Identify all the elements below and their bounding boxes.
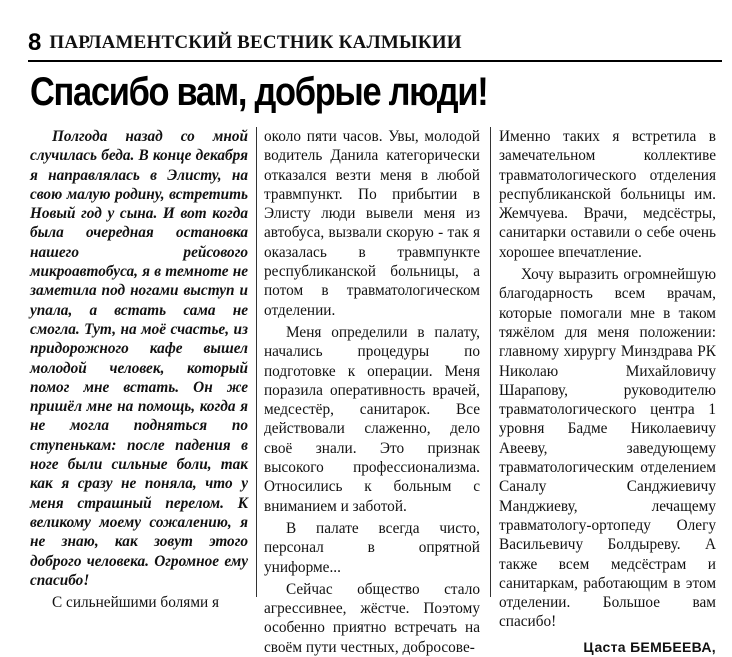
body-paragraph: Сейчас общество стало агрессивнее, жёстче. Поэтому особенно приятно встречать на своём пути честных, добросове-: [264, 580, 480, 656]
body-paragraph: около пяти часов. Увы, молодой водитель Данила категорически отказался везти меня в любой травмпункт. По прибытии в Элисту люди вывели меня из автобуса, вызвали скорую - так я оказалась в травмпункте республиканской больницы, а потом в травматологическом отделении.: [264, 128, 480, 319]
article-title: Спасибо вам, добрые люди!: [30, 70, 488, 114]
article-column-2: [264, 127, 480, 656]
body-paragraph: Именно таких я встретила в замечательном коллективе травматологического отделения республиканской больницы им. Жемчуева. Врачи, медсёстры, санитарки оставили о себе очень хорошее впечатление.: [499, 128, 716, 261]
body-paragraph: Меня определили в палату, начались процедуры по подготовке к операции. Меня поразила оперативность врачей, медсестёр, санитарок. Все действовали слаженно, дело своё знали. Это признак высокого профессионализма. Относились к больным с вниманием и заботой.: [264, 323, 480, 515]
column-divider: [256, 127, 257, 597]
article-column-3: [499, 127, 716, 655]
author-signature: Цаста БЕМБЕЕВА,: [583, 638, 716, 655]
header-divider: [28, 60, 722, 62]
lead-paragraph: Полгода назад со мной случилась беда. В конце декабря я направлялась в Элисту, на свою малую родину, встретить Новый год у сына. И вот когда была очередная остановка нашего рейсового микроавтобуса, я в темноте не заметила под ногами выступ и упала, а встать сама не смогла. Тут, на моё счастье, из придорожного кафе вышел молодой человек, который помог мне встать. Он же пришёл мне на помощь, когда я не могла подняться по ступенькам: после падения в ноге были сильные боли, так как я сразу не поняла, что у меня страшный перелом. К великому моему сожалению, я не знаю, как зовут этого доброго человека. Огромное ему спасибо!: [30, 128, 248, 589]
body-paragraph: Хочу выразить огромнейшую благодарность всем врачам, которые помогали мне в таком тяжёлом для меня положении: главному хирургу Минздрава РК Николаю Михайловичу Шарапову, руководителю травматологического центра 1 уровня Бадме Николаевичу Авееву, заведующему травматологическим отделением Саналу Санджиевичу Манджиеву, лечащему травматологу-ортопеду Олегу Васильевичу Болдыреву. А также всем медсёстрам и санитаркам, работающим в этом отделении. Большое вам спасибо!: [499, 266, 716, 631]
page-number: 8: [28, 29, 42, 56]
body-paragraph: С сильнейшими болями я: [52, 594, 220, 612]
page-header: [28, 27, 718, 59]
article-column-1: [30, 127, 248, 612]
column-divider: [490, 127, 491, 597]
body-paragraph: В палате всегда чисто, персонал в опрятной униформе...: [264, 519, 480, 576]
publication-name: ПАРЛАМЕНТСКИЙ ВЕСТНИК КАЛМЫКИИ: [49, 32, 462, 53]
